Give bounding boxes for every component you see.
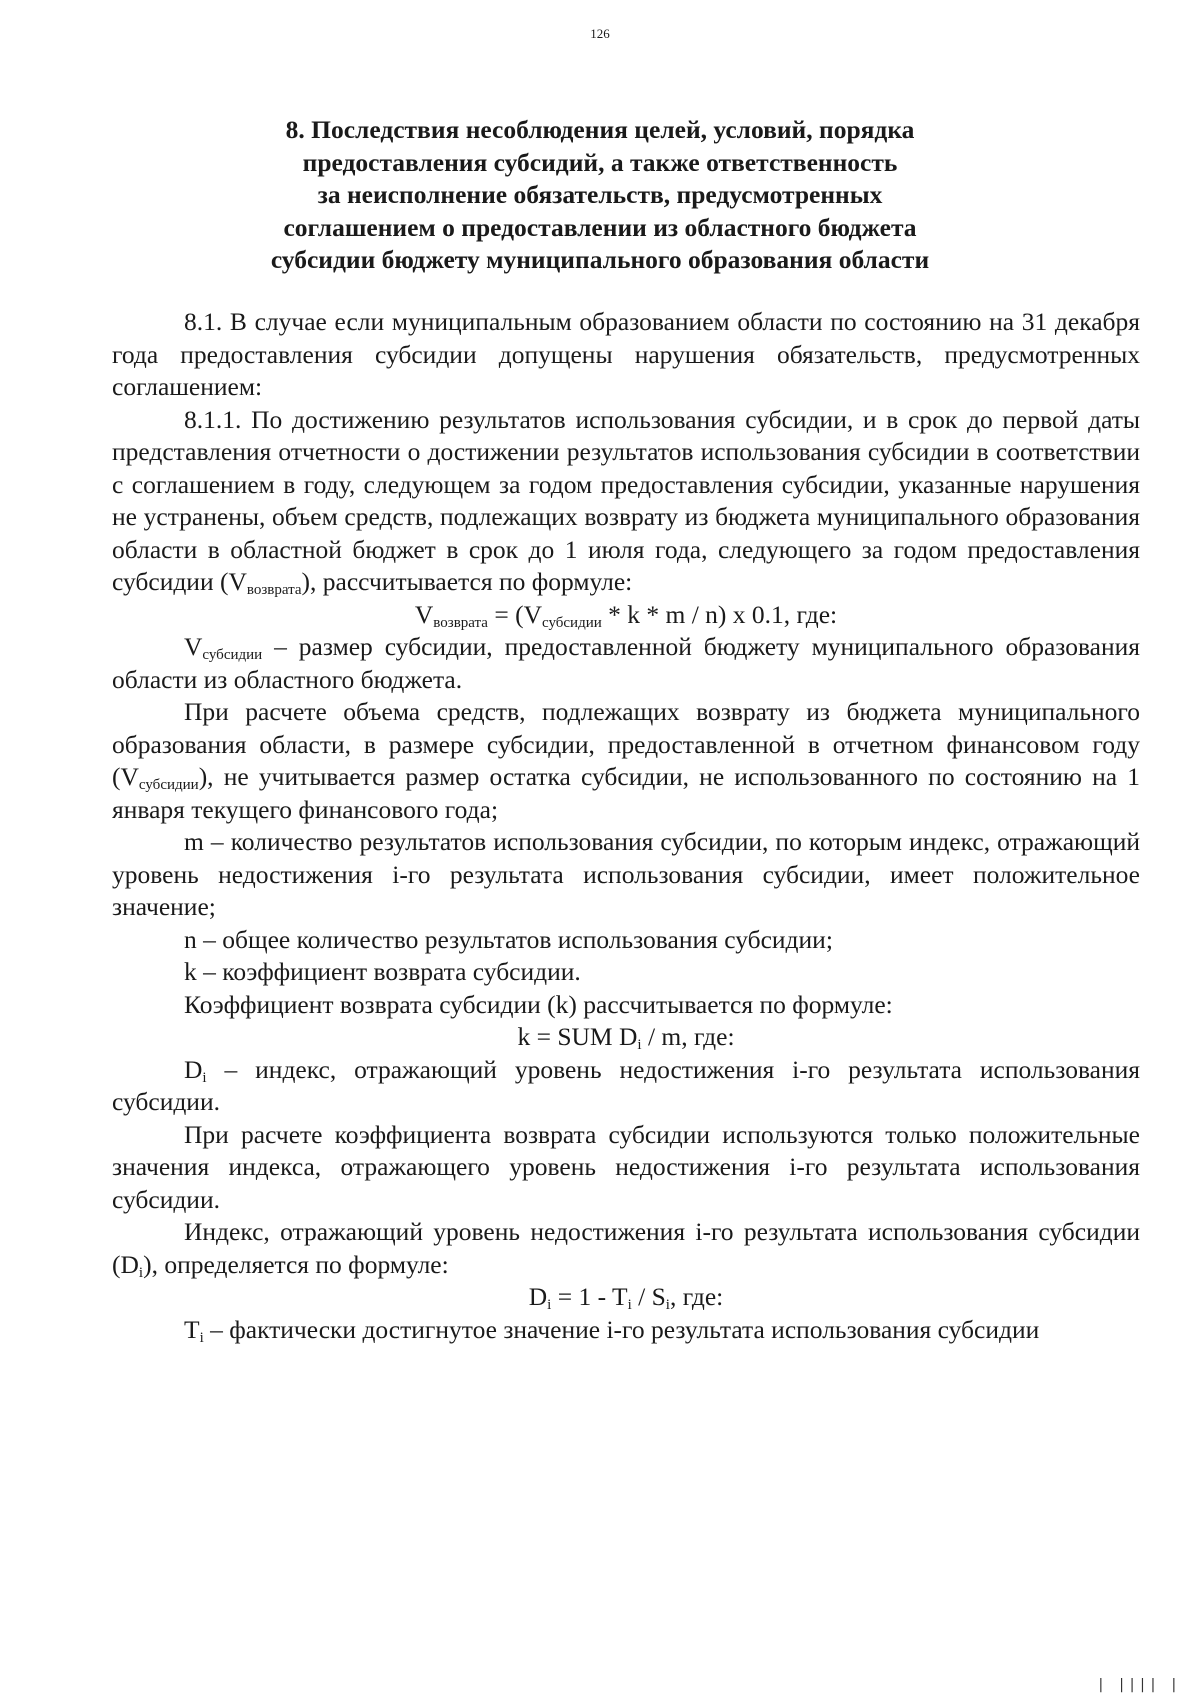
paragraph-8-1-1: 8.1.1. По достижению результатов использования субсидии, и в срок до первой даты представления отчетности о достижении результатов использования субсидии в соответствии с соглашением в году, следующем за годом предоставления субсидии, указанные нарушения не устранены, объем средств, подлежащих возврату из бюджета муниципального образования области в областной бюджет в срок до 1 июля года, следующего за годом предоставления субсидии $(V_{возврата})$, рассчитывается по формуле: [112,404,1140,598]
paragraph-d-formula-intro: Индекс, отражающий уровень недостижения i-го результата использования субсидии $(D_i)$, определяется по формуле: [112,1217,1140,1281]
formula-v-return: $V_{возврата} = (V_{субсидии} * k * m / n)$ x 0.1, где: [414,599,838,631]
heading-line: предоставления субсидий, а также ответственность [302,147,898,177]
heading-line: 8. Последствия несоблюдения целей, условий, порядка [285,115,915,144]
paragraph-positive-values: При расчете коэффициента возврата субсидии используются только положительные значения индекса, отражающего уровень недостижения i-го результата использования субсидии. [112,1119,1140,1214]
paragraph-8-1: 8.1. В случае если муниципальным образованием области по состоянию на 31 декабря года предоставления субсидии допущены нарушения обязательств, предусмотренных соглашением: [112,307,1140,401]
document-body [112,306,1140,1346]
paragraph-k-formula-intro: Коэффициент возврата субсидии (k) рассчитывается по формуле: [184,989,893,1019]
heading-line: соглашением о предоставлении из областного бюджета [283,212,917,242]
footer-marks: | |||| | [1096,1677,1180,1693]
formula-k: k = SUM $D_i$ / m, где: [517,1022,735,1053]
section-heading [190,114,1010,277]
definition-n: n – общее количество результатов использования субсидии; [184,924,833,954]
definition-k: k – коэффициент возврата субсидии. [184,957,581,986]
definition-t: $T_i$ – фактически достигнутое значение i-го результата использования субсидии [184,1314,1040,1346]
heading-line: за неисполнение обязательств, предусмотренных [317,180,883,209]
definition-v-subsidy: $V_{субсидии}$ – размер субсидии, предоставленной бюджету муниципального образования области из областного бюджета. [112,632,1140,694]
definition-d: $D_i$ – индекс, отражающий уровень недостижения i-го результата использования субсидии. [112,1054,1140,1116]
page-number: 126 [590,26,610,41]
definition-m: m – количество результатов использования субсидии, по которым индекс, отражающий уровень недостижения i-го результата использования субсидии, имеет положительное значение; [112,827,1140,921]
heading-line: субсидии бюджету муниципального образования области [270,245,930,274]
formula-d: $D_i = 1 - T_i / S_i$, где: [528,1282,724,1313]
paragraph-calculation-note: При расчете объема средств, подлежащих возврату из бюджета муниципального образования области, в размере субсидии, предоставленной в отчетном финансовом году $(V_{субсидии})$, не учитывается размер остатка субсидии, не использованного по состоянию на 1 января текущего финансового года; [112,697,1140,824]
